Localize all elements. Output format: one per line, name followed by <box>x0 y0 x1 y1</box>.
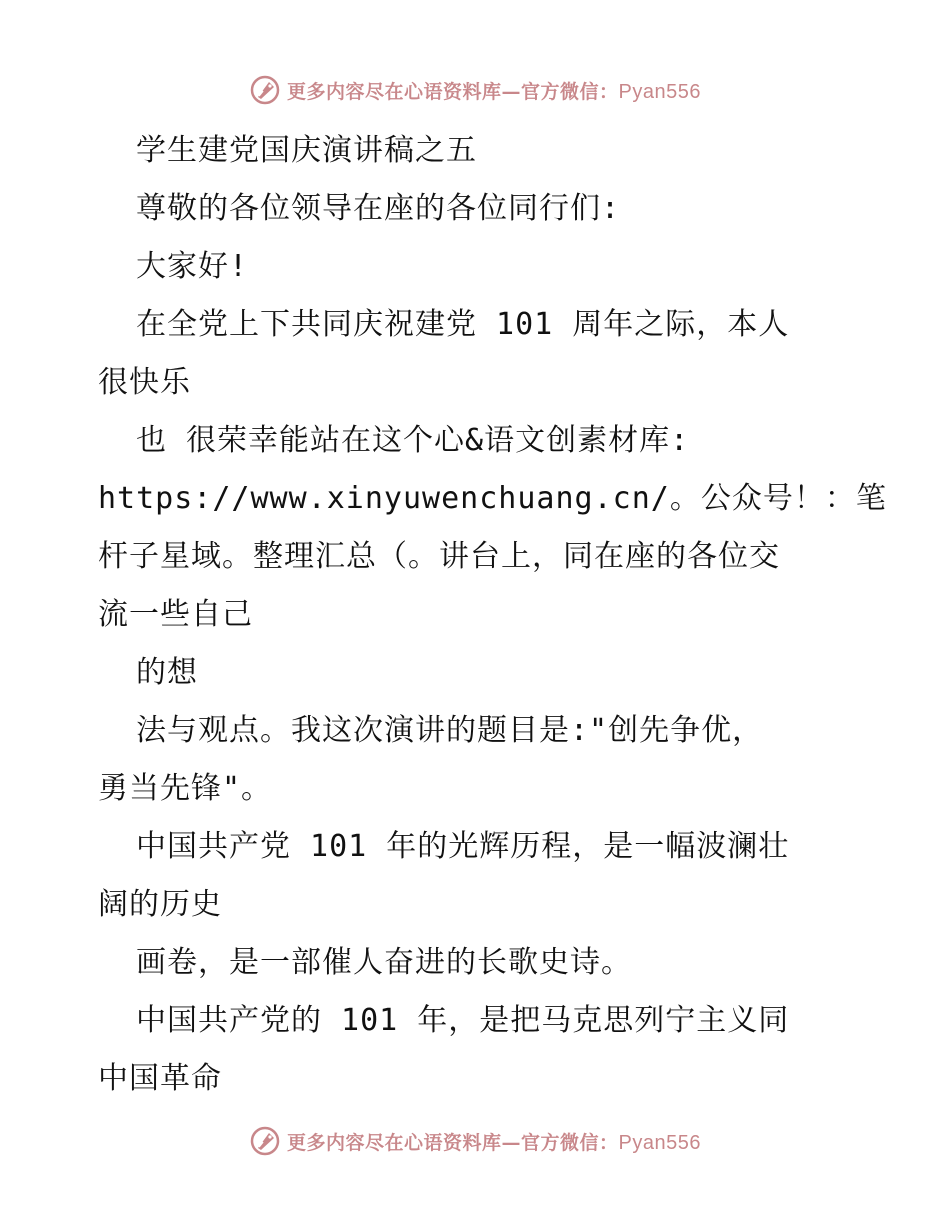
footer-watermark <box>0 1123 950 1159</box>
pen-nib-logo-icon <box>249 74 281 106</box>
text-line: 杆子星域。整理汇总（。讲台上，同在座的各位交 <box>98 539 780 574</box>
text-line: 中国共产党 101 年的光辉历程，是一幅波澜壮 <box>136 829 790 864</box>
watermark-handle: Pyan556 <box>618 1131 701 1154</box>
text-line: 阔的历史 <box>98 887 222 922</box>
text-line: 中国共产党的 101 年，是把马克思列宁主义同 <box>136 1003 790 1038</box>
pen-nib-logo-icon <box>249 1125 281 1157</box>
text-line: 在全党上下共同庆祝建党 101 周年之际，本人 <box>136 307 790 342</box>
document-body <box>98 122 887 1108</box>
text-line: 中国革命 <box>98 1061 222 1096</box>
watermark-handle: Pyan556 <box>618 80 701 103</box>
text-line: 法与观点。我这次演讲的题目是:"创先争优， <box>136 713 764 748</box>
text-line: 勇当先锋"。 <box>98 771 273 806</box>
text-line: 的想 <box>136 655 198 690</box>
text-line: 流一些自己 <box>98 597 253 632</box>
text-line: 很快乐 <box>98 365 191 400</box>
header-watermark <box>0 72 950 108</box>
text-line: 学生建党国庆演讲稿之五 <box>136 133 477 168</box>
text-line: 尊敬的各位领导在座的各位同行们: <box>136 191 621 226</box>
text-line: 也 很荣幸能站在这个心&语文创素材库: <box>136 423 690 458</box>
text-line: https://www.xinyuwenchuang.cn/。公众号！：笔 <box>98 481 887 516</box>
text-line: 画卷，是一部催人奋进的长歌史诗。 <box>136 945 632 980</box>
text-line: 大家好! <box>136 249 249 284</box>
watermark-text: 更多内容尽在心语资料库—官方微信：Pyan556 <box>287 80 701 103</box>
watermark-text: 更多内容尽在心语资料库—官方微信：Pyan556 <box>287 1131 701 1154</box>
